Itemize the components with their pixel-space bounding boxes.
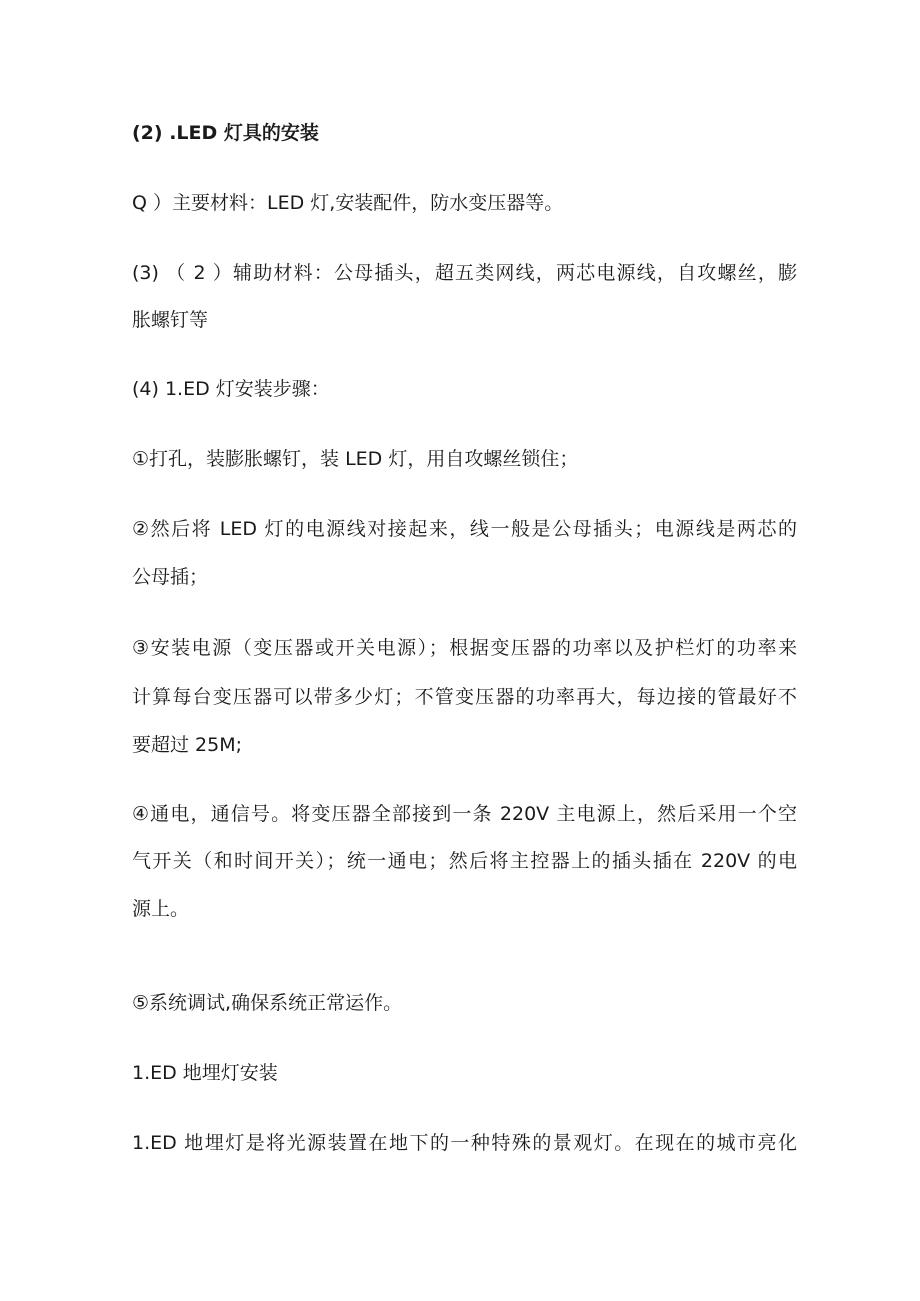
step-2-line: ②然后将 LED 灯的电源线对接起来，线一般是公母插头；电源线是两芯的 <box>132 518 797 540</box>
step-5-line: ⑤系统调试,确保系统正常运作。 <box>132 992 403 1014</box>
step-3-line: ③安装电源（变压器或开关电源）；根据变压器的功率以及护栏灯的功率来 <box>132 637 797 659</box>
install-steps-heading: (4) 1.ED 灯安装步骤： <box>132 378 330 400</box>
main-materials-line: Q ）主要材料：LED 灯,安装配件，防水变压器等。 <box>132 192 564 214</box>
section-heading: (2) .LED 灯具的安装 <box>132 122 319 144</box>
step-4-line: ④通电，通信号。将变压器全部接到一条 220V 主电源上，然后采用一个空 <box>132 803 797 825</box>
step-2-line-cont: 公母插； <box>132 566 209 588</box>
auxiliary-materials-line: (3) （ 2 ）辅助材料：公母插头，超五类网线，两芯电源线，自攻螺丝，膨 <box>132 262 797 284</box>
step-4-line-cont-1: 气开关（和时间开关）；统一通电；然后将主控器上的插头插在 220V 的电 <box>132 850 797 872</box>
inground-light-paragraph: 1.ED 地埋灯是将光源装置在地下的一种特殊的景观灯。在现在的城市亮化 <box>132 1132 797 1154</box>
inground-light-heading: 1.ED 地埋灯安装 <box>132 1062 278 1084</box>
step-3-line-cont-2: 要超过 25M; <box>132 734 243 756</box>
step-1-line: ①打孔，装膨胀螺钉，装 LED 灯，用自攻螺丝锁住； <box>132 448 579 470</box>
step-4-line-cont-2: 源上。 <box>132 898 190 920</box>
step-3-line-cont-1: 计算每台变压器可以带多少灯；不管变压器的功率再大，每边接的管最好不 <box>132 686 797 708</box>
auxiliary-materials-line-cont: 胀螺钉等 <box>132 309 209 331</box>
